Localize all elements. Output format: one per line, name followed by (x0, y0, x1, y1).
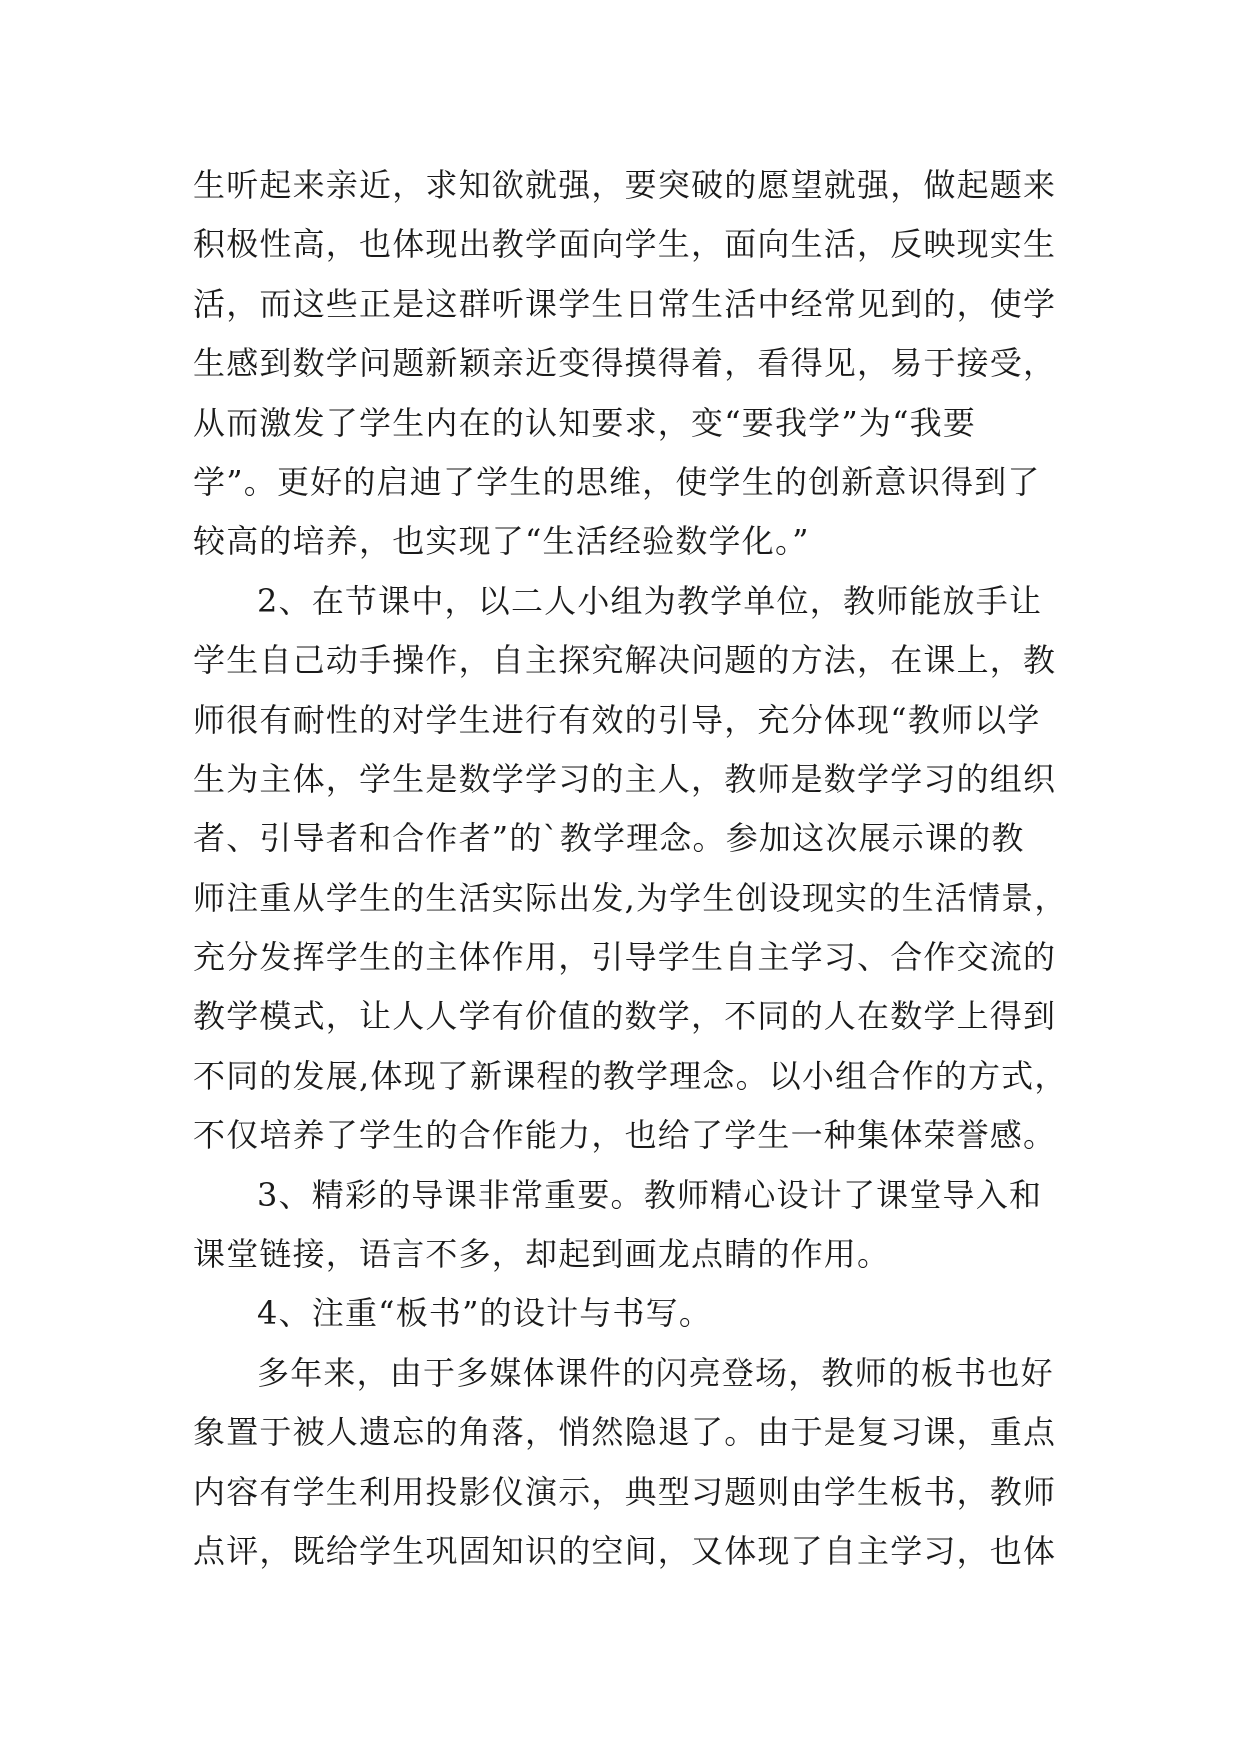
paragraph-start-line: 2、在节课中，以二人小组为教学单位，教师能放手让 (257, 581, 1043, 620)
text-line: 生听起来亲近，求知欲就强，要突破的愿望就强，做起题来 (193, 166, 1057, 204)
paragraph-start-line: 多年来，由于多媒体课件的闪亮登场，教师的板书也好 (257, 1353, 1054, 1392)
text-line: 学生自己动手操作，自主探究解决问题的方法，在课上，教 (193, 641, 1057, 680)
text-line: 较高的培养，也实现了“生活经验数学化。” (193, 522, 810, 561)
text-line: 不仅培养了学生的合作能力，也给了学生一种集体荣誉感。 (193, 1116, 1057, 1155)
text-line: 师注重从学生的生活实际出发,为学生创设现实的生活情景， (193, 878, 1068, 917)
text-line: 不同的发展,体现了新课程的教学理念。以小组合作的方式， (193, 1056, 1068, 1095)
text-line: 课堂链接，语言不多，却起到画龙点睛的作用。 (193, 1235, 891, 1274)
text-line: 积极性高，也体现出教学面向学生，面向生活，反映现实生 (193, 225, 1057, 264)
text-line: 者、引导者和合作者”的`教学理念。参加这次展示课的教 (193, 819, 1025, 858)
text-line: 生感到数学问题新颖亲近变得摸得着，看得见，易于接受， (193, 344, 1057, 383)
text-line: 充分发挥学生的主体作用，引导学生自主学习、合作交流的 (193, 938, 1057, 977)
paragraph-start-line: 3、精彩的导课非常重要。教师精心设计了课堂导入和 (257, 1175, 1043, 1214)
text-line: 象置于被人遗忘的角落，悄然隐退了。由于是复习课，重点 (193, 1413, 1057, 1452)
paragraph-start-line: 4、注重“板书”的设计与书写。 (257, 1294, 713, 1333)
text-line: 学”。更好的启迪了学生的思维，使学生的创新意识得到了 (193, 462, 1041, 501)
text-line: 教学模式，让人人学有价值的数学，不同的人在数学上得到 (193, 997, 1057, 1036)
text-line: 师很有耐性的对学生进行有效的引导，充分体现“教师以学 (193, 700, 1041, 739)
text-line: 内容有学生利用投影仪演示，典型习题则由学生板书，教师 (193, 1472, 1057, 1511)
body-text (193, 156, 1073, 1581)
text-line: 活，而这些正是这群听课学生日常生活中经常见到的，使学 (193, 284, 1057, 323)
text-line: 生为主体，学生是数学学习的主人，教师是数学学习的组织 (193, 759, 1057, 798)
text-line: 点评，既给学生巩固知识的空间，又体现了自主学习，也体 (193, 1531, 1057, 1570)
text-line: 从而激发了学生内在的认知要求，变“要我学”为“我要 (193, 403, 977, 442)
